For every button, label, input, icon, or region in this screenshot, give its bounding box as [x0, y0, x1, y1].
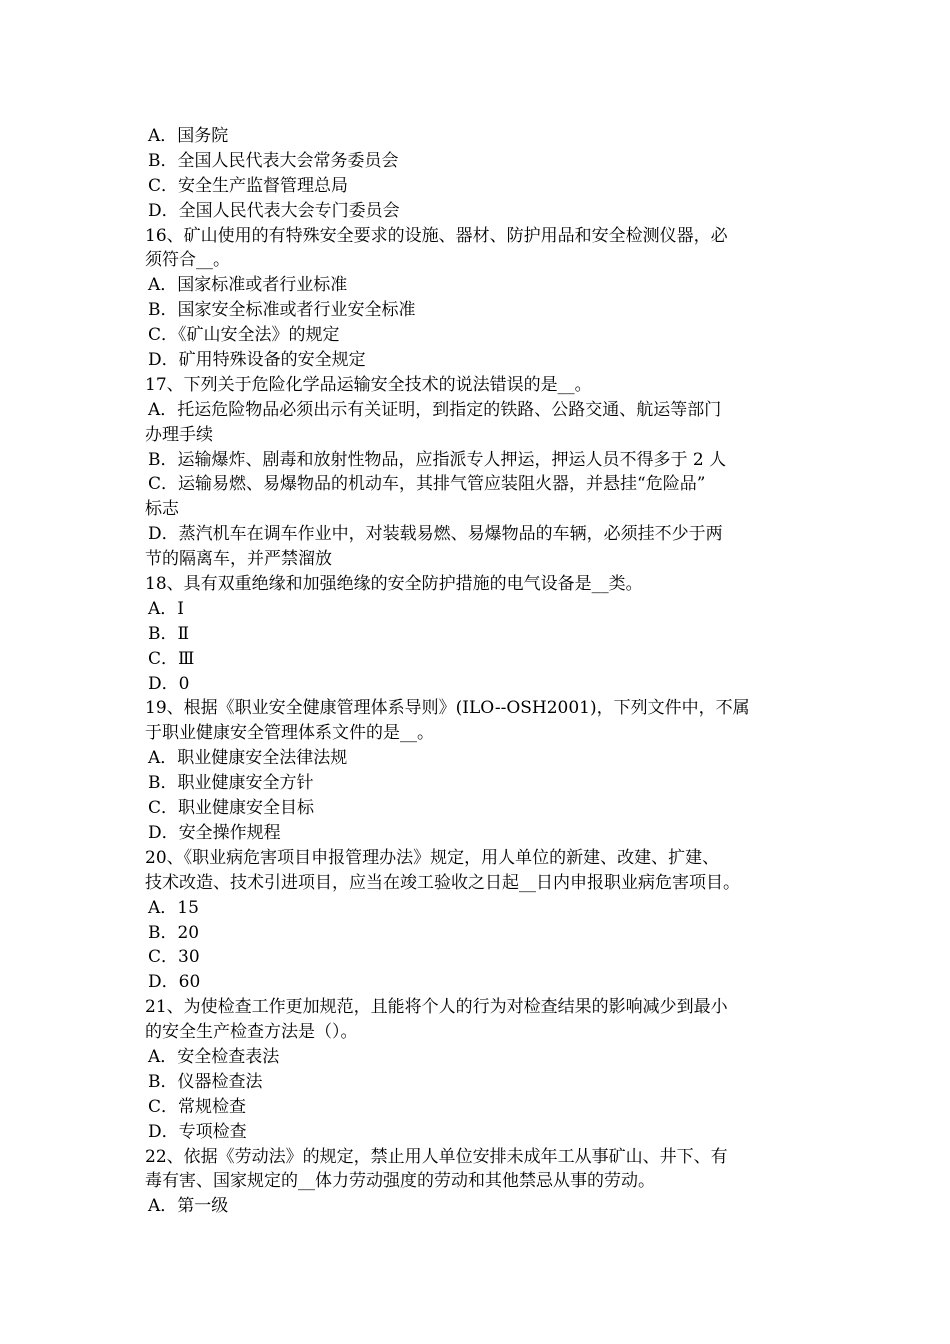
question-text-line: 毒有害、国家规定的__体力劳动强度的劳动和其他禁忌从事的劳动。 [145, 1171, 655, 1192]
answer-option-line: B．Ⅱ [148, 623, 190, 644]
question-text-line: 17、下列关于危险化学品运输安全技术的说法错误的是__。 [145, 374, 592, 395]
question-text-line: 办理手续 [145, 424, 213, 445]
answer-option-line: D．蒸汽机车在调车作业中，对装载易燃、易爆物品的车辆，必须挂不少于两 [148, 524, 723, 545]
answer-option-line: B．仪器检查法 [148, 1071, 263, 1092]
answer-option-line: D．全国人民代表大会专门委员会 [148, 200, 400, 221]
answer-option-line: D．安全操作规程 [148, 822, 281, 843]
answer-option-line: A．第一级 [148, 1196, 229, 1217]
answer-option-line: A．国家标准或者行业标准 [148, 275, 348, 296]
answer-option-line: B．全国人民代表大会常务委员会 [148, 150, 399, 171]
question-text-line: 20、《职业病危害项目申报管理办法》规定，用人单位的新建、改建、扩建、 [145, 847, 720, 868]
answer-option-line: B．运输爆炸、剧毒和放射性物品，应指派专人押运，押运人员不得多于 2 人 [148, 449, 727, 470]
answer-option-line: B．20 [148, 922, 200, 943]
question-text-line: 22、依据《劳动法》的规定，禁止用人单位安排未成年工从事矿山、井下、有 [145, 1146, 728, 1167]
answer-option-line: B．国家安全标准或者行业安全标准 [148, 300, 416, 321]
answer-option-line: D．0 [148, 673, 190, 694]
answer-option-line: A．职业健康安全法律法规 [148, 748, 348, 769]
answer-option-line: C．安全生产监督管理总局 [148, 175, 349, 196]
question-text-line: 的安全生产检查方法是（）。 [145, 1022, 358, 1043]
question-text-line: 21、为使检查工作更加规范，且能将个人的行为对检查结果的影响减少到最小 [145, 997, 728, 1018]
question-text-line: 16、矿山使用的有特殊安全要求的设施、器材、防护用品和安全检测仪器，必 [145, 225, 728, 246]
answer-option-line: A．国务院 [148, 126, 229, 146]
document-page [145, 124, 807, 1219]
answer-option-line: D．60 [148, 972, 201, 993]
answer-option-line: A．Ⅰ [148, 598, 184, 619]
answer-option-line: C．Ⅲ [148, 648, 195, 669]
answer-option-line: C．运输易燃、易爆物品的机动车，其排气管应装阻火器，并悬挂“危险品” [148, 474, 706, 495]
question-text-line: 技术改造、技术引进项目，应当在竣工验收之日起__日内申报职业病危害项目。 [145, 872, 740, 893]
question-text-line: 节的隔离车，并严禁溜放 [145, 549, 332, 570]
answer-option-line: C．常规检查 [148, 1096, 247, 1117]
question-text-line: 于职业健康安全管理体系文件的是__。 [145, 723, 434, 744]
question-text-line: 须符合__。 [145, 250, 230, 271]
answer-option-line: A．安全检查表法 [148, 1046, 280, 1067]
answer-option-line: A．托运危险物品必须出示有关证明，到指定的铁路、公路交通、航运等部门 [148, 399, 722, 420]
answer-option-line: C．《矿山安全法》的规定 [148, 325, 340, 346]
question-text-line: 标志 [145, 499, 179, 520]
answer-option-line: D．专项检查 [148, 1121, 247, 1142]
answer-option-line: B．职业健康安全方针 [148, 773, 314, 794]
question-text-line: 19、根据《职业安全健康管理体系导则》(ILO--OSH2001)，下列文件中，不属 [145, 698, 750, 719]
answer-option-line: C．职业健康安全目标 [148, 798, 315, 819]
answer-option-line: C．30 [148, 947, 200, 968]
answer-option-line: A．15 [148, 897, 199, 918]
question-text-line: 18、具有双重绝缘和加强绝缘的安全防护措施的电气设备是__类。 [145, 574, 643, 595]
answer-option-line: D．矿用特殊设备的安全规定 [148, 350, 366, 371]
